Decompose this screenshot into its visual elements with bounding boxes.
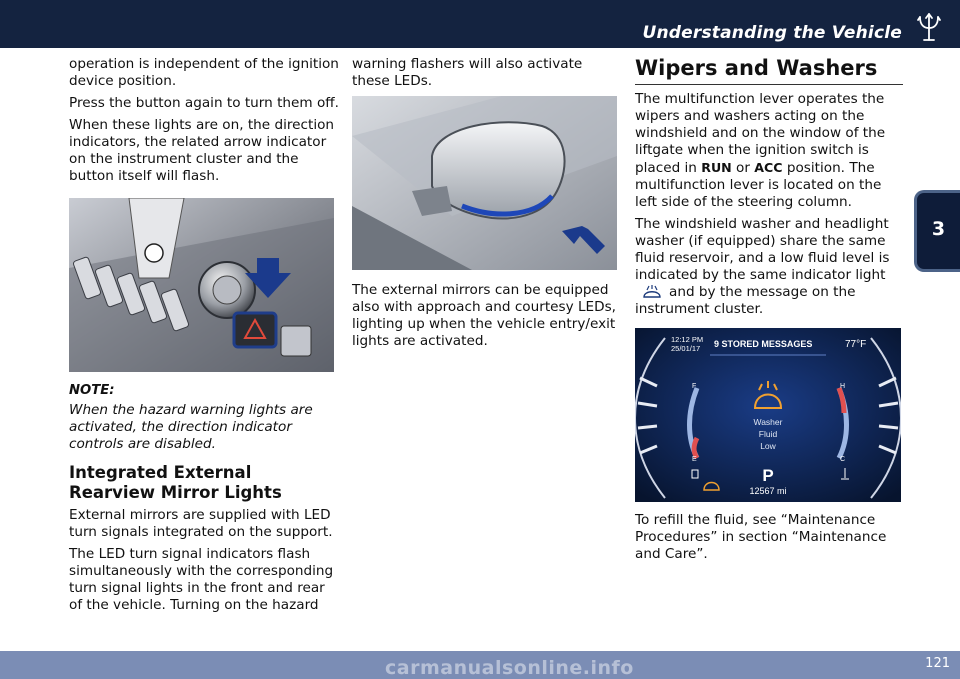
paragraph: The LED turn signal indicators flash simultaneously with the corresponding turn signal lights in the front and rear of the vehicle. Turning on the hazard [69, 546, 334, 613]
paragraph: Press the button again to turn them off. [69, 95, 339, 111]
paragraph [635, 91, 903, 211]
text-span: and by the message on the instrument cluster. [635, 284, 856, 317]
run-label: RUN [701, 160, 732, 175]
washer-fluid-icon [641, 285, 663, 299]
hazard-button-photo [69, 198, 334, 372]
cluster-date: 25/01/17 [671, 344, 701, 353]
paragraph: To refill the fluid, see “Maintenance Procedures” in section “Maintenance and Care”. [635, 512, 887, 562]
message-line-1: Washer [753, 417, 783, 427]
mirror-led-photo [352, 96, 617, 270]
trident-logo-icon [912, 10, 946, 44]
watermark: carmanualsonline.info [385, 657, 634, 679]
chapter-tab[interactable] [914, 190, 960, 272]
temp-cold-label: C [840, 456, 846, 463]
paragraph: operation is independent of the ignition device position. [69, 56, 339, 89]
message-line-3: Low [760, 441, 776, 451]
column-3 [635, 56, 903, 568]
gear-indicator: P [762, 466, 774, 485]
fuel-empty-label: E [692, 456, 697, 463]
message-line-2: Fluid [758, 429, 778, 439]
text-span: The windshield washer and headlight washer (if equipped) share the same fluid reservoir, and a low fluid level is indicated by the same indicator light [635, 216, 890, 283]
page-footer [0, 651, 960, 679]
paragraph: External mirrors are supplied with LED turn signals integrated on the support. [69, 507, 333, 540]
paragraph: When these lights are on, the direction indicators, the related arrow indicator on the instrument cluster and the button itself will flash. [69, 117, 335, 184]
section-title: Understanding the Vehicle [642, 23, 902, 43]
cluster-time: 12:12 PM [671, 335, 704, 344]
paragraph: warning flashers will also activate these LEDs. [352, 56, 583, 89]
note-text: When the hazard warning lights are activated, the direction indicator controls are disabled. [69, 402, 313, 452]
acc-label: ACC [754, 160, 783, 175]
paragraph [635, 216, 903, 318]
section-heading: Wipers and Washers [635, 56, 903, 85]
paragraph: The external mirrors can be equipped also with approach and courtesy LEDs, lighting up when the vehicle entry/exit lights are activated. [352, 282, 616, 349]
page-header [0, 0, 960, 48]
column-1 [69, 56, 339, 619]
column-2 [352, 56, 622, 355]
note-label: NOTE: [69, 383, 115, 398]
stored-messages: 9 STORED MESSAGES [714, 339, 813, 349]
page-number: 121 [925, 656, 950, 671]
temp-hot-label: H [840, 383, 846, 390]
text-span: or [731, 160, 755, 176]
odometer: 12567 mi [749, 486, 787, 496]
text-span: The multifunction lever operates the wipers and washers acting on the windshield and on the window of the liftgate when the ignition switch is placed in [635, 91, 886, 176]
instrument-cluster-image [635, 328, 901, 502]
fuel-full-label: F [692, 383, 697, 390]
text-span: position. The multifunction lever is located on the left side of the steering column. [635, 160, 882, 210]
chapter-number: 3 [931, 218, 946, 240]
section-heading: Integrated External Rearview Mirror Lights [69, 463, 282, 502]
outside-temperature: 77°F [845, 339, 867, 350]
